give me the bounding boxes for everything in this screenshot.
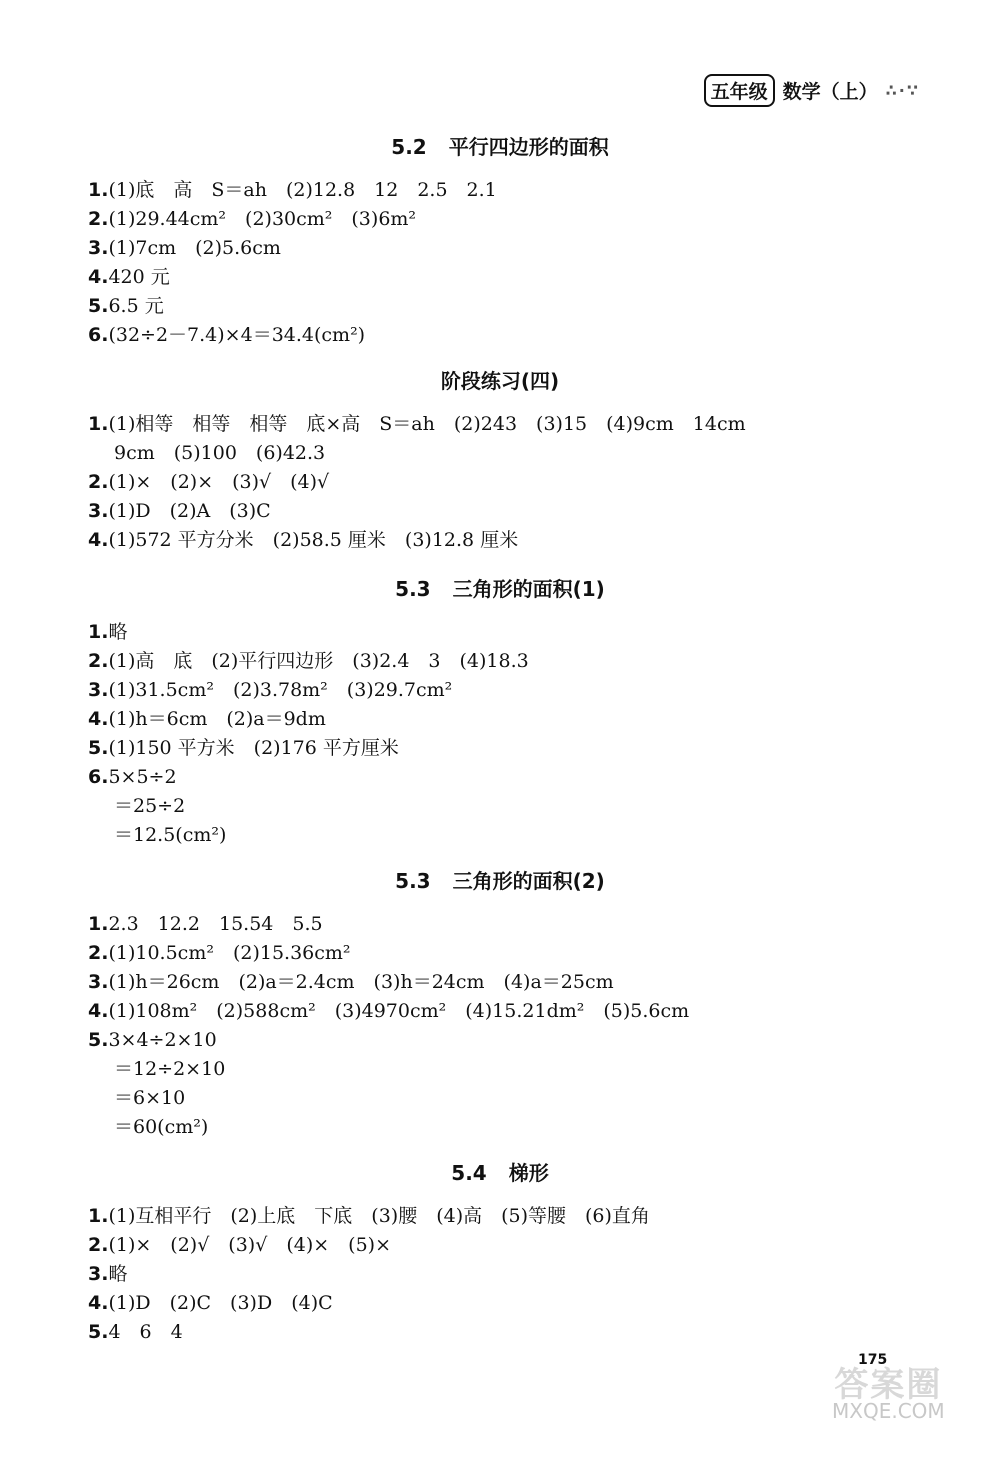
question-number: 1.	[88, 621, 109, 643]
answer-section	[88, 366, 928, 555]
question-number: 5.	[88, 1321, 109, 1343]
answer-line	[88, 676, 928, 705]
answer-text: 9cm (5)100 (6)42.3	[114, 442, 326, 464]
answer-section	[88, 574, 928, 850]
answer-text: (1)h＝6cm (2)a＝9dm	[108, 708, 326, 730]
answer-text: (1)相等 相等 相等 底×高 S＝ah (2)243 (3)15 (4)9cm 14cm	[108, 413, 746, 435]
question-number: 3.	[88, 679, 109, 701]
answer-text: 4 6 4	[108, 1321, 183, 1343]
answer-line	[88, 821, 928, 850]
answer-line	[88, 1202, 928, 1231]
answer-text: (1)29.44cm² (2)30cm² (3)6m²	[108, 208, 417, 230]
answer-line	[88, 1055, 928, 1084]
answer-text: (32÷2－7.4)×4＝34.4(cm²)	[108, 324, 366, 346]
answer-text: 略	[108, 621, 128, 643]
answer-line	[88, 910, 928, 939]
answer-text: ＝60(cm²)	[114, 1116, 209, 1138]
answer-line	[88, 1231, 928, 1260]
answer-line	[88, 205, 928, 234]
page-header	[704, 74, 920, 107]
answer-line	[88, 497, 928, 526]
answer-section	[88, 1158, 928, 1347]
section-number: 5.3	[395, 869, 431, 893]
section-title-text: 阶段练习(四)	[440, 369, 560, 393]
question-number: 4.	[88, 1000, 109, 1022]
question-number: 1.	[88, 1205, 109, 1227]
answer-text: (1)D (2)A (3)C	[108, 500, 271, 522]
answer-text: 3×4÷2×10	[108, 1029, 217, 1051]
answer-text: 略	[108, 1263, 128, 1285]
question-number: 1.	[88, 179, 109, 201]
answer-text: ＝12÷2×10	[114, 1058, 226, 1080]
answer-text: (1)× (2)× (3)√ (4)√	[108, 471, 330, 493]
answer-text: (1)108m² (2)588cm² (3)4970cm² (4)15.21dm² (5)5.6cm	[108, 1000, 690, 1022]
answer-text: (1)D (2)C (3)D (4)C	[108, 1292, 333, 1314]
answer-text: (1)7cm (2)5.6cm	[108, 237, 281, 259]
section-number: 5.3	[395, 577, 431, 601]
answer-line	[88, 1318, 928, 1347]
answer-text: ＝6×10	[114, 1087, 186, 1109]
answer-line	[88, 1113, 928, 1142]
question-number: 3.	[88, 971, 109, 993]
question-number: 4.	[88, 266, 109, 288]
answer-line	[88, 439, 928, 468]
question-number: 2.	[88, 1234, 109, 1256]
section-title-text: 三角形的面积(1)	[452, 577, 605, 601]
answer-line	[88, 468, 928, 497]
section-title-text: 平行四边形的面积	[448, 135, 609, 159]
answer-section	[88, 866, 928, 1142]
subject-label: 数学（上）	[782, 81, 878, 103]
answer-text: (1)31.5cm² (2)3.78m² (3)29.7cm²	[108, 679, 453, 701]
grade-badge: 五年级	[704, 74, 775, 107]
answer-line	[88, 1026, 928, 1055]
question-number: 3.	[88, 1263, 109, 1285]
answer-line	[88, 792, 928, 821]
answer-line	[88, 705, 928, 734]
section-number: 5.2	[391, 135, 427, 159]
answer-line	[88, 1289, 928, 1318]
answer-text: (1)互相平行 (2)上底 下底 (3)腰 (4)高 (5)等腰 (6)直角	[108, 1205, 650, 1227]
answer-text: (1)h＝26cm (2)a＝2.4cm (3)h＝24cm (4)a＝25cm	[108, 971, 614, 993]
section-number: 5.4	[451, 1161, 487, 1185]
answer-line	[88, 410, 928, 439]
answer-line	[88, 647, 928, 676]
answer-line	[88, 292, 928, 321]
answer-text: ＝25÷2	[114, 795, 186, 817]
answer-text: ＝12.5(cm²)	[114, 824, 227, 846]
answer-text: (1)150 平方米 (2)176 平方厘米	[108, 737, 399, 759]
section-title-text: 三角形的面积(2)	[452, 869, 605, 893]
header-decoration: ∴·∵	[885, 81, 920, 100]
question-number: 3.	[88, 500, 109, 522]
question-number: 6.	[88, 766, 109, 788]
answer-text: 2.3 12.2 15.54 5.5	[108, 913, 323, 935]
answer-text: 5×5÷2	[108, 766, 177, 788]
page-number: 175	[858, 1352, 888, 1368]
answer-line	[88, 263, 928, 292]
question-number: 4.	[88, 708, 109, 730]
section-title	[0, 866, 1000, 896]
question-number: 5.	[88, 1029, 109, 1051]
question-number: 3.	[88, 237, 109, 259]
answer-line	[88, 1084, 928, 1113]
watermark	[832, 1365, 945, 1424]
watermark-logo-text: 答案圈	[834, 1365, 943, 1405]
answer-text: (1)底 高 S＝ah (2)12.8 12 2.5 2.1	[108, 179, 497, 201]
answer-line	[88, 618, 928, 647]
answer-text: 6.5 元	[108, 295, 164, 317]
question-number: 1.	[88, 913, 109, 935]
answer-text: (1)10.5cm² (2)15.36cm²	[108, 942, 351, 964]
answer-line	[88, 234, 928, 263]
question-number: 2.	[88, 650, 109, 672]
answer-text: (1)高 底 (2)平行四边形 (3)2.4 3 (4)18.3	[108, 650, 529, 672]
answer-line	[88, 321, 928, 350]
section-title	[0, 1158, 1000, 1188]
answer-line	[88, 1260, 928, 1289]
section-title	[0, 132, 1000, 162]
question-number: 2.	[88, 942, 109, 964]
question-number: 2.	[88, 208, 109, 230]
answer-text: (1)572 平方分米 (2)58.5 厘米 (3)12.8 厘米	[108, 529, 519, 551]
answer-section	[88, 132, 928, 350]
answer-line	[88, 939, 928, 968]
section-title	[0, 366, 1000, 396]
answer-line	[88, 968, 928, 997]
question-number: 1.	[88, 413, 109, 435]
answer-line	[88, 734, 928, 763]
question-number: 2.	[88, 471, 109, 493]
answer-text: (1)× (2)√ (3)√ (4)× (5)×	[108, 1234, 391, 1256]
section-title	[0, 574, 1000, 604]
watermark-url: MXQE.COM	[832, 1399, 945, 1423]
question-number: 5.	[88, 295, 109, 317]
question-number: 5.	[88, 737, 109, 759]
question-number: 6.	[88, 324, 109, 346]
answer-line	[88, 176, 928, 205]
answer-line	[88, 997, 928, 1026]
answer-line	[88, 763, 928, 792]
question-number: 4.	[88, 1292, 109, 1314]
answer-line	[88, 526, 928, 555]
answer-text: 420 元	[108, 266, 170, 288]
question-number: 4.	[88, 529, 109, 551]
section-title-text: 梯形	[508, 1161, 549, 1185]
